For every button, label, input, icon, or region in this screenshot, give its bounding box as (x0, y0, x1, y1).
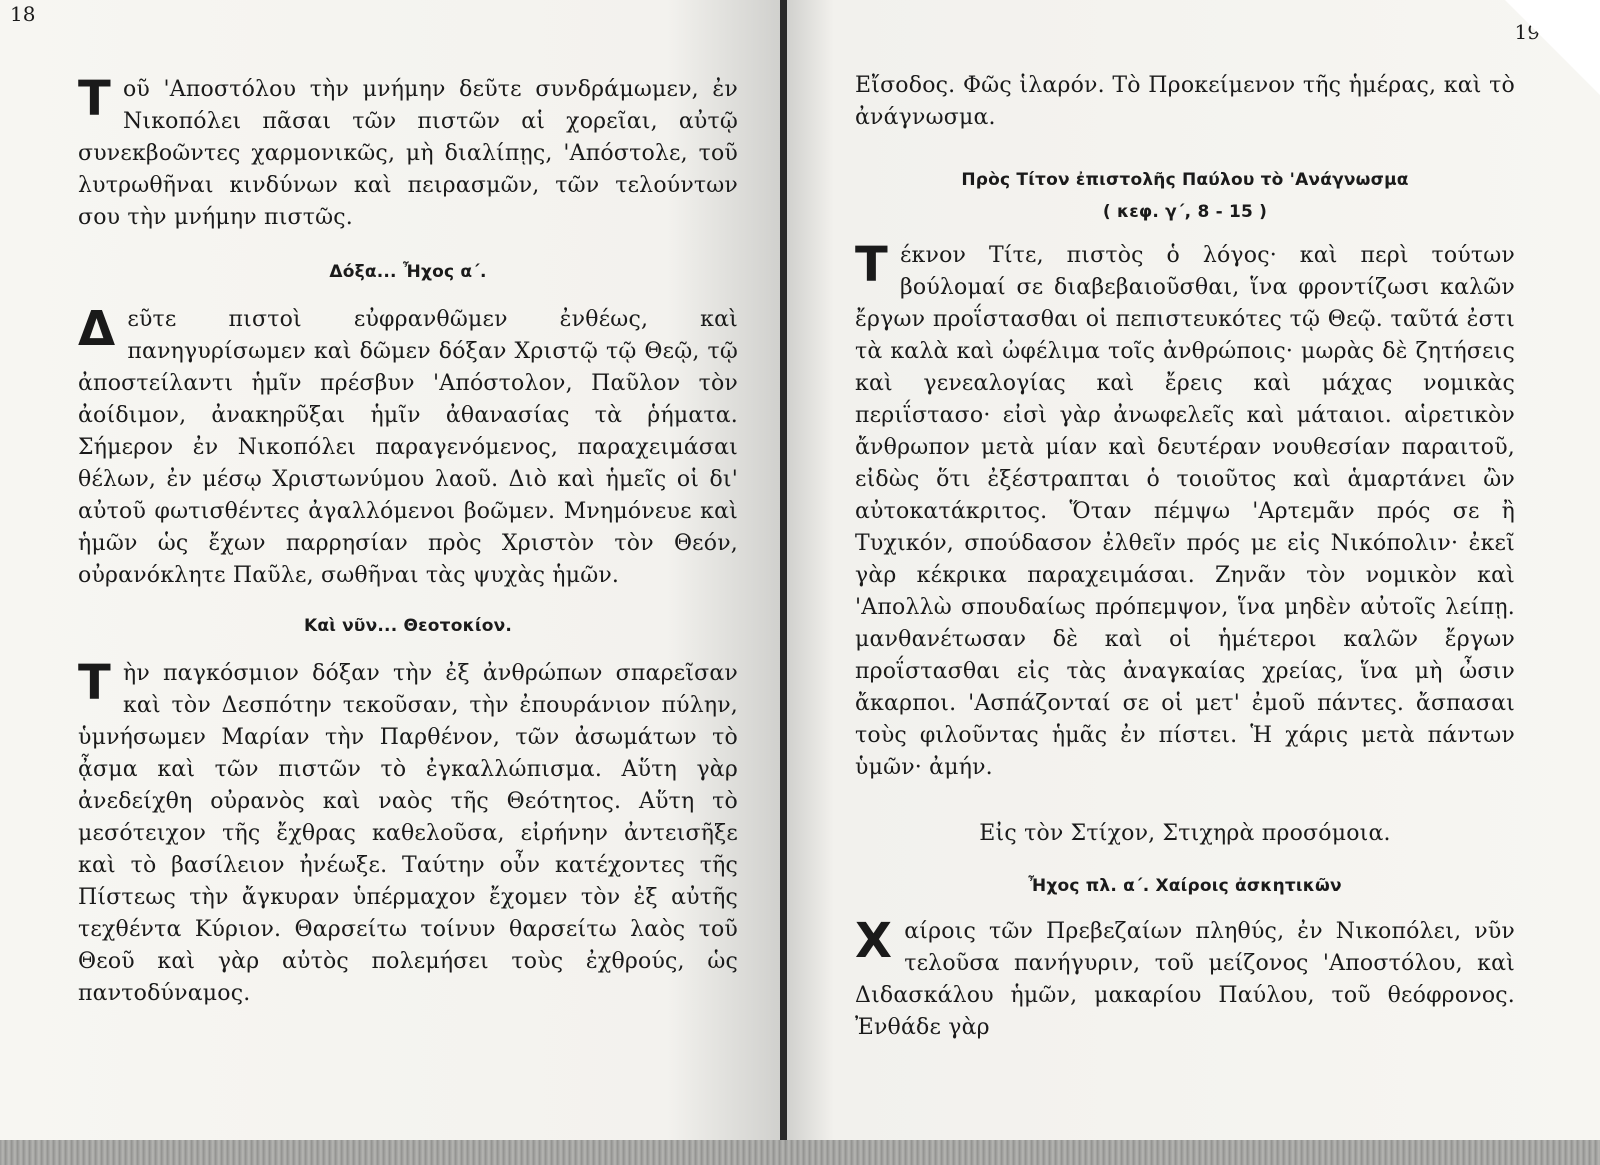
paragraph-text: ὴν παγκόσμιον δόξαν τὴν ἐξ ἀνθρώπων σπαρεῖσαν καὶ τὸν Δεσπότην τεκοῦσαν, τὴν ἐπουράνιον πύλην, ὑμνήσωμεν Μαρίαν τὴν Παρθένον, τῶν ἀσωμάτων τὸ ᾆσμα καὶ τῶν πιστῶν τὸ ἐγκαλλώπισμα. Αὕτη γὰρ ἀνεδείχθη οὐρανὸς καὶ ναὸς τῆς Θεότητος. Αὕτη τὸ μεσότειχον τῆς ἔχθρας καθελοῦσα, εἰρήνην ἀντεισῆξε καὶ τὸ βασίλειον ἠνέωξε. Ταύτην οὖν κατέχοντες τῆς Πίστεως τὴν ἄγκυραν ὑπέρμαχον ἔχομεν τὸν ἐξ αὐτῆς τεχθέντα Κύριον. Θαρσείτω τοίνυν θαρσείτω λαὸς τοῦ Θεοῦ καὶ γὰρ αὐτὸς πολεμήσει τοὺς ἐχθρούς, ὡς παντοδύναμος. (78, 661, 738, 1006)
drop-cap: Τ (855, 237, 888, 293)
folded-corner (1505, 0, 1600, 95)
right-page-text (855, 70, 1515, 1044)
drop-cap: Δ (78, 301, 116, 357)
section-heading-tone: Ἦχος πλ. α΄. Χαίροις ἀσκητικῶν (1028, 876, 1342, 896)
paragraph-text: έκνον Τίτε, πιστὸς ὁ λόγος· καὶ περὶ τούτων βούλομαί σε διαβεβαιοῦσθαι, ἵνα φροντίζωσι καλῶν ἔργων προΐστασθαι οἱ πεπιστευκότες τῷ Θεῷ. ταῦτά ἐστι τὰ καλὰ καὶ ὠφέλιμα τοῖς ἀνθρώποις· μωρὰς δὲ ζητήσεις καὶ γενεαλογίας καὶ ἔρεις καὶ μάχας νομικὰς περιΐστασο· εἰσὶ γὰρ ἀνωφελεῖς καὶ μάταιοι. αἱρετικὸν ἄνθρωπον μετὰ μίαν καὶ δευτέραν νουθεσίαν παραιτοῦ, εἰδὼς ὅτι ἐξέστραπται ὁ τοιοῦτος καὶ ἁμαρτάνει ὢν αὐτοκατάκριτος. Ὅταν πέμψω 'Αρτεμᾶν πρός σε ἢ Τυχικόν, σπούδασον ἐλθεῖν πρός με εἰς Νικόπολιν· ἐκεῖ γὰρ κέκρικα παραχειμάσαι. Ζηνᾶν τὸν νομικὸν καὶ 'Απολλὼ σπουδαίως πρόπεμψον, ἵνα μηδὲν αὐτοῖς λείπῃ. μανθανέτωσαν δὲ καὶ οἱ ἡμέτεροι καλῶν ἔργων προΐστασθαι εἰς τὰς ἀναγκαίας χρείας, ἵνα μὴ ὦσιν ἄκαρποι. 'Ασπάζονταί σε οἱ μετ' ἐμοῦ πάντες. ἄσπασαι τοὺς φιλοῦντας ἡμᾶς ἐν πίστει. Ἡ χάρις μετὰ πάντων ὑμῶν· ἀμήν. (855, 243, 1515, 780)
paragraph-apostle-memory (78, 71, 738, 234)
paragraph-theotokion (78, 655, 738, 1010)
paragraph-text: εῦτε πιστοὶ εὐφρανθῶμεν ἐνθέως, καὶ πανηγυρίσωμεν καὶ δῶμεν δόξαν Χριστῷ τῷ Θεῷ, τῷ ἀποστείλαντι ἡμῖν πρέσβυν 'Απόστολον, Παῦλον τὸν ἀοίδιμον, ἀνακηρῦξαι ἡμῖν ἀθανασίας τὰ ῥήματα. Σήμερον ἐν Νικοπόλει παραγενόμενος, παραχειμάσαι θέλων, ἐν μέσῳ Χριστωνύμου λαοῦ. Διὸ καὶ ἡμεῖς οἱ δι' αὐτοῦ φωτισθέντες ἀγαλλόμενοι βοῶμεν. Μνημόνευε καὶ ἡμῶν ὡς ἔχων παρρησίαν πρὸς Χριστὸν τὸν Θεόν, οὐρανόκλητε Παῦλε, σωθῆναι τὰς ψυχὰς ἡμῶν. (78, 307, 738, 588)
right-page (785, 0, 1600, 1140)
paragraph-eisodos: Εἴσοδος. Φῶς ἱλαρόν. Τὸ Προκείμενον τῆς ἡμέρας, καὶ τὸ ἀνάγνωσμα. (855, 73, 1515, 130)
paragraph-text: αίροις τῶν Πρεβεζαίων πληθύς, ἐν Νικοπόλει, νῦν τελοῦσα πανήγυριν, τοῦ μείζονος 'Αποστόλου, καὶ Διδασκάλου ἡμῶν, μακαρίου Παύλου, τοῦ θεόφρονος. Ἐνθάδε γὰρ (855, 919, 1515, 1040)
paragraph-deute-pistoi (78, 301, 738, 592)
drop-cap: Τ (78, 71, 111, 127)
section-heading-doxa: Δόξα... Ἦχος α΄. (329, 262, 487, 282)
section-heading-stichera: Εἰς τὸν Στίχον, Στιχηρὰ προσόμοια. (979, 821, 1391, 846)
left-page (0, 0, 785, 1140)
scanner-edge (0, 1140, 1600, 1165)
paragraph-text: οῦ 'Αποστόλου τὴν μνήμην δεῦτε συνδράμωμεν, ἐν Νικοπόλει πᾶσαι τῶν πιστῶν αἱ χορεῖαι, αὐτῷ συνεκβοῶντες χαρμονικῶς, μὴ διαλίπῃς, 'Απόστολε, τοῦ λυτρωθῆναι κινδύνων καὶ πειρασμῶν, τῶν τελούντων σου τὴν μνήμην πιστῶς. (78, 77, 738, 230)
drop-cap: Τ (78, 655, 111, 711)
paragraph-titus-reading (855, 237, 1515, 784)
paragraph-chairois (855, 913, 1515, 1044)
left-page-text (78, 71, 738, 1010)
section-heading-reading: Πρὸς Τίτον ἐπιστολῆς Παύλου τὸ 'Ανάγνωσμα (961, 170, 1409, 190)
page-number-right: 19 (1514, 20, 1540, 44)
page-number-left: 18 (10, 2, 36, 26)
drop-cap: Χ (855, 913, 893, 969)
section-heading-chapter: ( κεφ. γ΄, 8 - 15 ) (1102, 202, 1268, 222)
book-gutter (780, 0, 787, 1165)
section-heading-theotokion: Καὶ νῦν... Θεοτοκίον. (303, 616, 513, 636)
